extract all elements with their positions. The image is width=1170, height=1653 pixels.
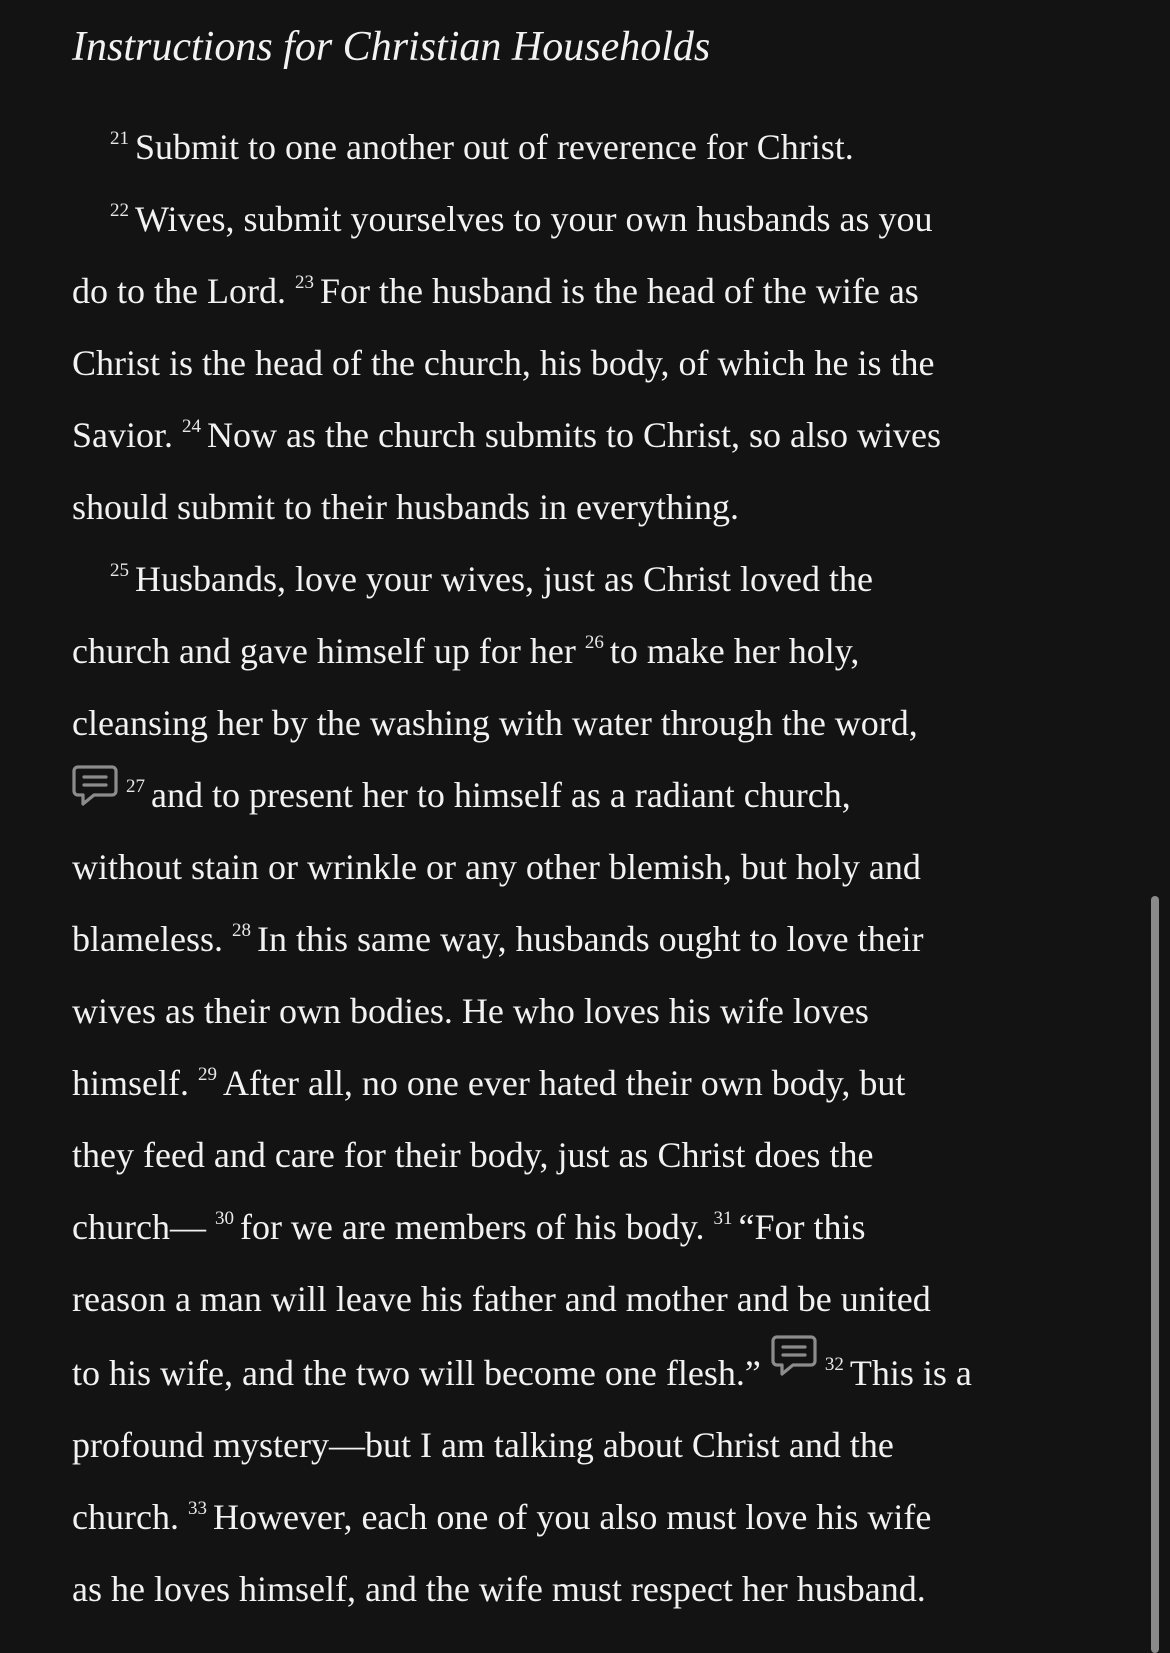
verse-text-29: church— bbox=[72, 1207, 206, 1247]
verse-number-31[interactable]: 31 bbox=[713, 1208, 733, 1229]
verse-text-25: church and gave himself up for her bbox=[72, 631, 576, 671]
section-heading: Instructions for Christian Households bbox=[72, 24, 711, 70]
verse-line bbox=[72, 1553, 1112, 1625]
verse-text-32: church. bbox=[72, 1497, 179, 1537]
paragraph-1 bbox=[72, 111, 1112, 183]
verse-line bbox=[72, 1191, 1112, 1263]
verse-line bbox=[72, 1047, 1112, 1119]
verse-line bbox=[72, 1409, 1112, 1481]
verse-line bbox=[72, 399, 1112, 471]
paragraph-2 bbox=[72, 183, 1112, 543]
verse-text-22: do to the Lord. bbox=[72, 271, 286, 311]
verse-number-33[interactable]: 33 bbox=[187, 1498, 207, 1519]
verse-text-25: Husbands, love your wives, just as Christ loved the bbox=[135, 559, 873, 599]
verse-line bbox=[72, 183, 1112, 255]
verse-line bbox=[72, 255, 1112, 327]
verse-line bbox=[72, 543, 1112, 615]
verse-text-22: Wives, submit yourselves to your own husbands as you bbox=[135, 199, 933, 239]
verse-text-23: Savior. bbox=[72, 415, 174, 455]
verse-text-21: Submit to one another out of reverence for Christ. bbox=[135, 127, 854, 167]
verse-line bbox=[72, 831, 1112, 903]
verse-line bbox=[72, 759, 1112, 831]
scrollbar-thumb[interactable] bbox=[1151, 896, 1159, 1653]
verse-text-27: blameless. bbox=[72, 919, 223, 959]
verse-line bbox=[72, 687, 1112, 759]
verse-number-29[interactable]: 29 bbox=[197, 1064, 217, 1085]
verse-text-32: This is a bbox=[849, 1353, 972, 1393]
speech-bubble-note-icon[interactable] bbox=[72, 765, 118, 807]
verse-number-22[interactable]: 22 bbox=[110, 200, 129, 221]
paragraph-3 bbox=[72, 543, 1112, 1625]
verse-number-21[interactable]: 21 bbox=[110, 128, 129, 149]
verse-line bbox=[72, 471, 1112, 543]
verse-text-23: Christ is the head of the church, his body, of which he is the bbox=[72, 343, 935, 383]
verse-text-31: reason a man will leave his father and mother and be united bbox=[72, 1279, 931, 1319]
verse-text-24: Now as the church submits to Christ, so also wives bbox=[207, 415, 941, 455]
verse-line bbox=[72, 1335, 1112, 1409]
verse-line bbox=[72, 975, 1112, 1047]
verse-text-31: to his wife, and the two will become one flesh.” bbox=[72, 1353, 761, 1393]
verse-number-32[interactable]: 32 bbox=[824, 1354, 844, 1375]
verse-text-28: In this same way, husbands ought to love their bbox=[256, 919, 924, 959]
verse-text-30: for we are members of his body. bbox=[239, 1207, 705, 1247]
verse-number-25[interactable]: 25 bbox=[110, 560, 129, 581]
verse-text-23: For the husband is the head of the wife as bbox=[319, 271, 919, 311]
verse-line bbox=[72, 111, 1112, 183]
verse-number-27[interactable]: 27 bbox=[126, 776, 145, 797]
verse-text-27: and to present her to himself as a radiant church, bbox=[151, 775, 851, 815]
reader-content bbox=[72, 0, 1112, 1625]
verse-line bbox=[72, 1481, 1112, 1553]
verse-text-33: However, each one of you also must love his wife bbox=[212, 1497, 932, 1537]
verse-number-26[interactable]: 26 bbox=[584, 632, 604, 653]
verse-text-27: without stain or wrinkle or any other blemish, but holy and bbox=[72, 847, 921, 887]
verse-number-30[interactable]: 30 bbox=[214, 1208, 234, 1229]
verse-text-24: should submit to their husbands in everything. bbox=[72, 487, 739, 527]
verse-number-23[interactable]: 23 bbox=[294, 272, 314, 293]
verse-text-29: After all, no one ever hated their own body, but bbox=[222, 1063, 906, 1103]
verse-text-32: profound mystery—but I am talking about Christ and the bbox=[72, 1425, 894, 1465]
verse-number-28[interactable]: 28 bbox=[231, 920, 251, 941]
speech-bubble-note-icon[interactable] bbox=[771, 1335, 817, 1377]
verse-text-26: to make her holy, bbox=[609, 631, 860, 671]
verse-text-33: as he loves himself, and the wife must respect her husband. bbox=[72, 1569, 926, 1609]
verse-text-29: they feed and care for their body, just as Christ does the bbox=[72, 1135, 874, 1175]
verse-line bbox=[72, 615, 1112, 687]
verse-number-24[interactable]: 24 bbox=[182, 416, 202, 437]
verse-text-26: cleansing her by the washing with water through the word, bbox=[72, 703, 918, 743]
verse-line bbox=[72, 903, 1112, 975]
verse-line bbox=[72, 1119, 1112, 1191]
verse-text-28: wives as their own bodies. He who loves his wife loves bbox=[72, 991, 869, 1031]
verse-text-31: “For this bbox=[738, 1207, 866, 1247]
verse-line bbox=[72, 327, 1112, 399]
verse-line bbox=[72, 1263, 1112, 1335]
verse-text-28: himself. bbox=[72, 1063, 189, 1103]
